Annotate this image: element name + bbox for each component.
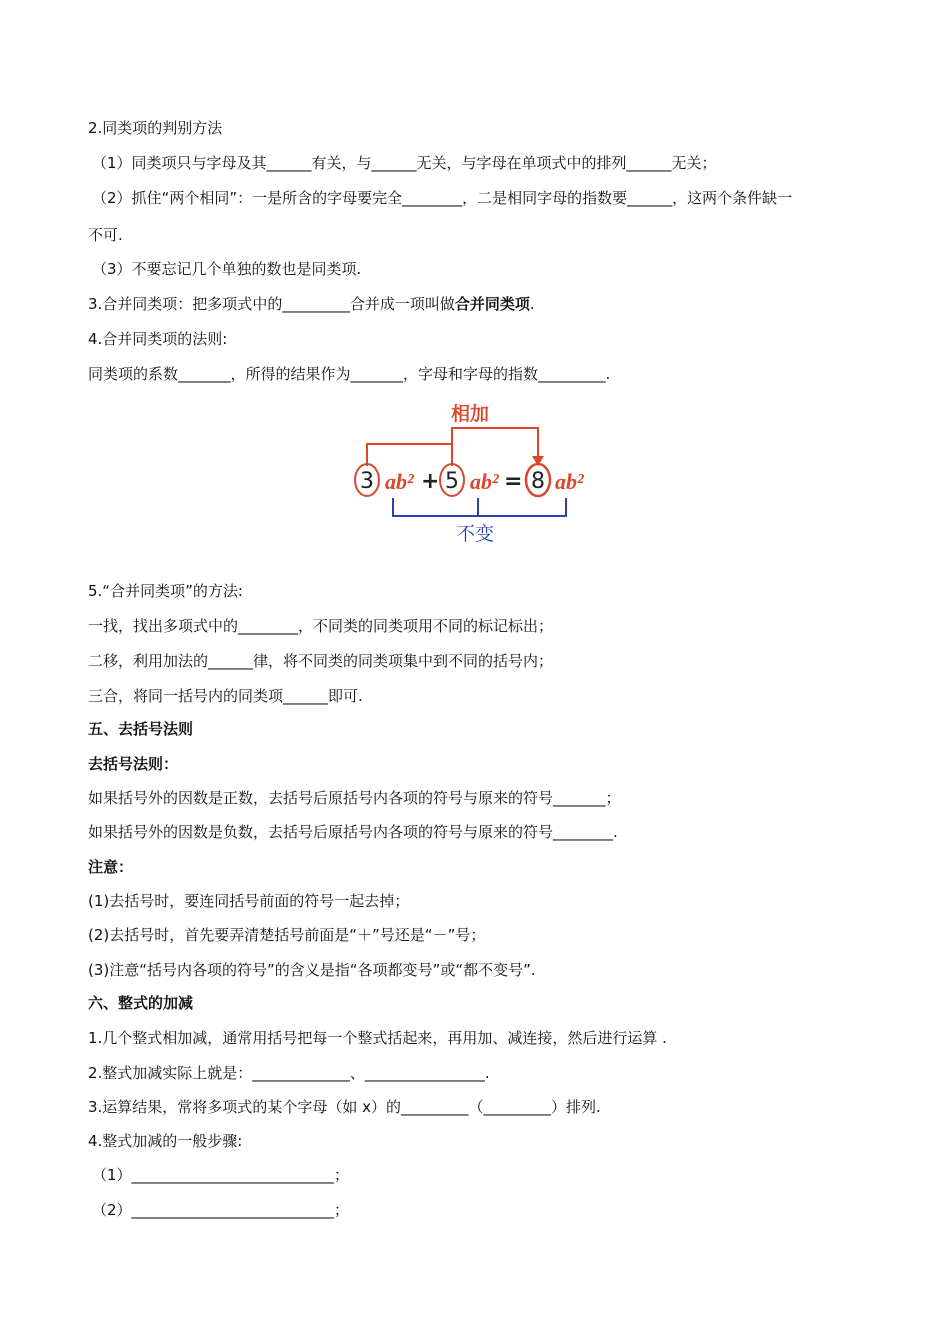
section-5-title: 5.“合并同类项”的方法:	[88, 582, 243, 600]
polynomial-paragraph-1: 1.几个整式相加减，通常用括号把每一个整式括起来，再用加、减连接，然后进行运算 .	[88, 1029, 667, 1047]
section-3-suffix: .	[529, 295, 535, 313]
section-2-item-1: （1）同类项只与字母及其______有关，与______无关，与字母在单项式中的排列______无关；	[92, 154, 717, 172]
remove-brackets-rule-1: 如果括号外的因数是正数，去括号后原括号内各项的符号与原来的符号_______；	[88, 789, 621, 807]
note-heading: 注意：	[88, 858, 134, 876]
section-2-item-2a: （2）抓住“两个相同”：一是所含的字母要完全________，二是相同字母的指数要______，这两个条件缺一	[92, 189, 793, 207]
section-heading-polynomial-add-sub: 六、整式的加减	[88, 994, 194, 1012]
polynomial-paragraph-4: 4.整式加减的一般步骤:	[88, 1132, 243, 1150]
section-5-step-1: 一找，找出多项式中的________，不同类的同类项用不同的标记标出；	[88, 617, 554, 635]
section-heading-remove-brackets: 五、去括号法则	[88, 720, 194, 738]
section-4-rule: 同类项的系数_______，所得的结果作为_______，字母和字母的指数_________.	[88, 365, 611, 383]
diagram-bottom-label: 不变	[455, 523, 495, 545]
coefficient-3: 8	[531, 469, 545, 494]
equals-sign: =	[504, 469, 523, 494]
section-5-step-2: 二移，利用加法的______律，将不同类的同类项集中到不同的括号内；	[88, 652, 554, 670]
section-3-prefix: 3.合并同类项：把多项式中的_________合并成一项叫做	[88, 295, 455, 313]
remove-brackets-rule-2: 如果括号外的因数是负数，去括号后原括号内各项的符号与原来的符号________.	[88, 823, 618, 841]
term-3: ab²	[555, 469, 584, 494]
section-2-item-2b: 不可.	[88, 226, 123, 244]
plus-sign: +	[421, 469, 440, 494]
polynomial-paragraph-2: 2.整式加减实际上就是：_____________、________________.	[88, 1064, 490, 1082]
section-2-title: 2.同类项的判别方法	[88, 119, 223, 137]
section-3-definition	[88, 294, 878, 314]
term-2: ab²	[470, 469, 499, 494]
coefficient-2: 5	[445, 469, 459, 494]
polynomial-step-2: （2）___________________________；	[92, 1201, 350, 1219]
remove-brackets-subheading: 去括号法则：	[88, 755, 179, 773]
section-4-title: 4.合并同类项的法则:	[88, 330, 228, 348]
combine-like-terms-diagram	[340, 398, 600, 548]
polynomial-paragraph-3: 3.运算结果，常将多项式的某个字母（如 x）的_________（_________）排列.	[88, 1098, 601, 1116]
diagram-top-label: 相加	[450, 403, 490, 425]
note-1: (1)去括号时，要连同括号前面的符号一起去掉；	[88, 892, 410, 910]
polynomial-step-1: （1）___________________________；	[92, 1166, 350, 1184]
coefficient-1: 3	[360, 469, 374, 494]
section-2-item-3: （3）不要忘记几个单独的数也是同类项.	[92, 260, 362, 278]
section-3-bold-term: 合并同类项	[454, 295, 530, 313]
note-2: (2)去括号时，首先要弄清楚括号前面是“＋”号还是“－”号；	[88, 926, 486, 944]
term-1: ab²	[385, 469, 414, 494]
section-5-step-3: 三合，将同一括号内的同类项______即可.	[88, 687, 363, 705]
note-3: (3)注意“括号内各项的符号”的含义是指“各项都变号”或“都不变号”.	[88, 961, 536, 979]
diagram-bottom-bracket	[393, 498, 566, 516]
